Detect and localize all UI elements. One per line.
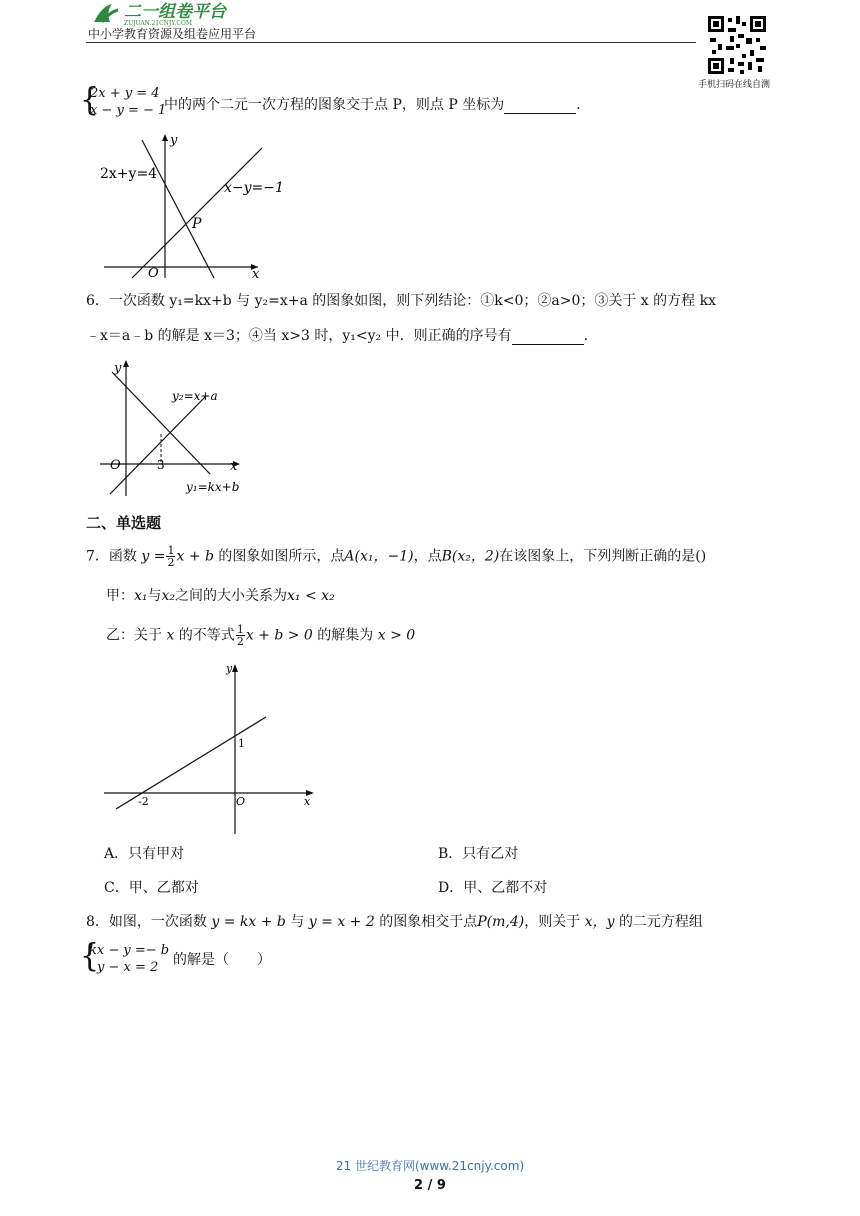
q5-text xyxy=(164,96,590,114)
q8-equation-1: kx − y =− b xyxy=(89,943,170,958)
q8-stem-end: 的二元方程组 xyxy=(618,914,703,930)
q7-stem-mid2: ，点 xyxy=(413,548,442,565)
q6-line-1: 6．一次函数 y₁=kx+b 与 y₂=x+a 的图象如图，则下列结论：①k<0；②a>0；③关于 x 的方程 kx xyxy=(86,293,716,309)
q8-equation-brace: { xyxy=(80,938,100,975)
q7-label-1: 1 xyxy=(238,737,245,750)
yi-fraction xyxy=(236,624,245,647)
logo-url-text: ZUJUAN.21CNJY.COM xyxy=(124,20,193,27)
q6-label-y1: y₁=kx+b xyxy=(186,480,240,494)
q7-label-x: x xyxy=(304,795,311,808)
q7-point-b: B(x₂，2) xyxy=(441,548,500,565)
q7-func-rhs: x + b xyxy=(176,548,214,565)
q5-equation-1: 2x + y = 4 xyxy=(90,86,160,101)
q8-vars: x，y xyxy=(584,914,615,930)
q8-mid3: ，则关于 xyxy=(524,914,581,930)
section-title: 二、单选题 xyxy=(86,514,162,532)
q6-label-x: x xyxy=(230,459,238,474)
footer-link[interactable]: 21 世纪教育网(www.21cnjy.com) xyxy=(335,1159,525,1173)
q5-y-arrow xyxy=(162,134,168,141)
q5-label-line2: x−y=−1 xyxy=(224,180,284,196)
site-logo xyxy=(88,0,278,26)
jia-text: 之间的大小关系为 xyxy=(175,588,288,604)
q7-y-arrow xyxy=(232,664,238,672)
q5-label-origin: O xyxy=(148,266,159,281)
qr-caption: 手机扫码在线自测 xyxy=(698,80,771,90)
jia-x2: x₂ xyxy=(161,588,176,604)
q7-point-a: A(x₁，−1) xyxy=(344,548,414,565)
q7-label-origin: O xyxy=(236,795,246,808)
fraction-denominator: 2 xyxy=(236,635,244,648)
q8-point: P(m,4) xyxy=(477,914,525,930)
q7-statement-jia xyxy=(106,587,335,605)
q8-stem-prefix: 8．如图，一次函数 xyxy=(86,914,207,930)
q6-stem-end: ． xyxy=(583,328,598,344)
q8-equation-2: y − x = 2 xyxy=(97,960,159,975)
q8-mid1: 与 xyxy=(290,914,305,930)
q7-option-c[interactable]: C．甲、乙都对 xyxy=(104,880,199,896)
q5-answer-blank[interactable] xyxy=(504,99,576,114)
q5-equation-2: x − y = − 1 xyxy=(90,103,167,118)
header-divider xyxy=(86,42,696,43)
q8-func2: y = x + 2 xyxy=(308,914,375,930)
q6-label-y: y xyxy=(114,361,122,376)
fraction-denominator: 2 xyxy=(167,556,175,569)
q7-stem xyxy=(86,545,706,568)
q6-label-y2: y₂=x+a xyxy=(172,389,218,403)
q7-stem-mid: 的图象如图所示，点 xyxy=(218,548,345,565)
q7-label-minus-2: -2 xyxy=(138,795,149,808)
q8-func1: y = kx + b xyxy=(211,914,286,930)
q6-answer-blank[interactable] xyxy=(512,330,584,345)
q5-stem-end: ． xyxy=(576,97,591,113)
q6-stem: ﹣x＝a﹣b 的解是 x＝3；④当 x>3 时，y₁<y₂ 中．则正确的序号有 xyxy=(86,328,512,344)
yi-text2: 的解集为 xyxy=(317,627,374,644)
q7-graph xyxy=(100,660,322,836)
q7-option-a[interactable]: A．只有甲对 xyxy=(104,846,185,862)
q6-line-2 xyxy=(86,327,598,345)
q7-stem-end: 在该图象上，下列判断正确的是() xyxy=(499,548,707,565)
jia-prefix: 甲： xyxy=(106,588,134,604)
q5-label-line1: 2x+y=4 xyxy=(100,166,158,182)
jia-mid: 与 xyxy=(147,588,162,604)
fraction-numerator: 1 xyxy=(167,544,175,557)
equation-brace: { xyxy=(80,82,100,119)
platform-tagline: 中小学教育资源及组卷应用平台 xyxy=(88,27,257,41)
fraction-numerator: 1 xyxy=(236,623,244,636)
yi-x: x xyxy=(166,627,175,644)
q7-statement-yi xyxy=(106,624,415,647)
yi-inequality: x + b > 0 xyxy=(245,627,313,644)
q6-label-origin: O xyxy=(110,458,121,473)
jia-relation: x₁ < x₂ xyxy=(287,588,335,604)
logo-text: 二一组卷平台 xyxy=(124,2,226,22)
q5-label-y: y xyxy=(170,133,178,148)
page-number: 2 / 9 xyxy=(414,1178,446,1193)
q7-option-b[interactable]: B．只有乙对 xyxy=(438,846,519,862)
q7-func-lhs: y = xyxy=(141,548,166,565)
q6-label-3: 3 xyxy=(157,458,165,472)
q7-func-fraction xyxy=(166,545,175,568)
q5-stem: 中的两个二元一次方程的图象交于点 P，则点 P 坐标为 xyxy=(164,97,505,113)
q7-option-d[interactable]: D．甲、乙都不对 xyxy=(438,880,548,896)
qr-code[interactable] xyxy=(706,14,768,76)
q6-graph xyxy=(98,356,248,498)
jia-x1: x₁ xyxy=(134,588,148,604)
q8-mid2: 的图象相交于点 xyxy=(379,914,478,930)
yi-text: 的不等式 xyxy=(178,627,235,644)
yi-prefix: 乙：关于 xyxy=(106,627,162,644)
yi-solution: x > 0 xyxy=(377,627,416,644)
q5-label-x: x xyxy=(252,267,260,282)
q6-y-arrow xyxy=(123,360,129,367)
q8-stem xyxy=(86,913,703,931)
q5-label-p: P xyxy=(192,216,202,232)
q7-label-y: y xyxy=(226,662,233,675)
q5-graph xyxy=(96,130,284,282)
q8-tail: 的解是（ ） xyxy=(173,952,271,968)
q7-stem-prefix: 7．函数 xyxy=(86,548,137,565)
